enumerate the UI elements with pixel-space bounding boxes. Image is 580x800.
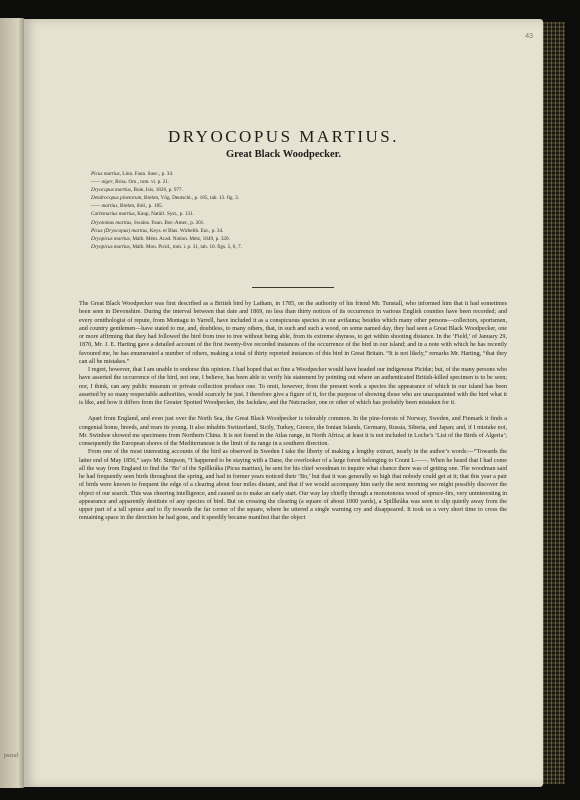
book-page xyxy=(24,19,543,787)
synonym-line xyxy=(91,210,491,218)
synonym-line xyxy=(91,194,491,202)
synonym-line xyxy=(91,178,491,186)
synonym-line xyxy=(91,170,491,178)
body-paragraph: Apart from England, and even just over the North Sea, the Great Black Woodpecker is tolerably common. In the pine-forests of Norway, Sweden, and Finmark it finds a congenial home, breeds, and rears its young. It also inhabits Switzerland, Sicily, Turkey, Greece, the Ionian Islands, Germany, Russia, Siberia, and Japan; and, if I mistake not, Mr. Swinhoe showed me specimens from Northern China. It is not found in the Atlas range, in North Africa; at least it is not included in Loche’s ‘List of the Birds of Algeria’; consequently the European shores of the Mediterranean is the limit of its range in a southern direction. xyxy=(79,416,507,447)
synonym-reference: , Brehm, ibid., p. 185. xyxy=(117,203,163,210)
body-paragraph: The Great Black Woodpecker was first described as a British bird by Latham, in 1785, on the authority of his friend Mr. Tunstall, who informed him that it had sometimes been seen in Devonshire. During the interval between that date and 1869, no less than thirty notices of its occurrence in various English counties have been recorded; and every ornithologist of repute, from Montagu to Yarrell, have included it as a conspicuous species in our avifauna; besides which many other persons—collectors, sportsmen, and country gentlemen—have stated to me, and, doubtless, to many others, that, in such and such a wood, on some named day, they had seen a Great Black Woodpecker, one or more affirming that they had followed the bird from tree to tree without being able, from its extreme shyness, to get within shooting distance. In the ‘Field,’ of January 29, 1870, Mr. J. E. Harting gave a detailed account of the first twenty-five recorded instances of the occurrence of the bird in our island; and in a note with which he has recently favoured me, he has enumerated a number of others, making a total of thirty reported instances of this bird in Great Britain. “It is not likely,” remarks Mr. Harting, “that they can all be mistakes.” xyxy=(79,301,507,365)
synonym-reference: , Briss. Orn., tom. vi. p. 21. xyxy=(112,179,170,186)
page-number: 43 xyxy=(525,33,533,40)
synonym-reference: , Kaup, Natürl. Syst., p. 131. xyxy=(134,211,195,218)
synonym-name: Dryopicus martius xyxy=(91,243,130,250)
synonym-name: —— martius xyxy=(91,203,118,210)
body-paragraph: From one of the most interesting accounts of the bird as observed in Sweden I take the liberty of making a lengthy extract, nearly in the author’s words:—“Towards the latter end of May 1856,” says Mr. Simpson, “I happened to be staying with a Dane, the overlooker of a large forest belonging to Count L——. When he heard that I had come all the way from England to find the ‘Bo’ of the Spillkråka (Picus martius), he sent for his chief woodman to inquire what chance there was of getting one. The woodman said he had frequently seen birds throughout the spring, and had in former years noticed their ‘Bo,’ but that it was generally so high that nobody could get at it; that this year a pair of birds were known to frequent the edge of a clearing about four miles distant, and that if we would accompany him early the next morning we might possibly discover the object of our search. This was cheering intelligence, and caused us to make an early start. Our way lay chiefly through a monotonous wood of spruce-firs, very uninteresting in appearance and apparently destitute of any species of bird. But on crossing the clearing (a square of about 1000 yards), a Spillkråka was seen to slip quietly away from the upper part of a tall spruce and to fly towards the far corner of the square, where he uttered a single warning cry and disappeared. It took us a very short time to cross the remaining space in the direction he had gone, and it speedily became manifest that the object xyxy=(79,449,507,522)
left-page-mark: pseud xyxy=(4,753,18,759)
body-paragraph: I regret, however, that I am unable to endorse this opinion. I had hoped that so fine a Woodpecker would have headed our indigenous Picidæ; but, of the many persons who have asserted the occurrence of the bird, not one, I believe, has been able to verify his statement by pointing out where an authenticated British-killed specimen is to be seen; nor, I think, can any public museum or private collection produce one. To omit, however, from the present work a species the appearance of which in our island has been asserted by so many respectable authorities, would scarcely be just. I therefore give a figure of it, for the purpose of showing those who are unacquainted with the bird what it is like, and how it differs from the Greater Spotted Woodpecker, the Jackdaw, and the Nutcracker, one or other of which has probably been mistaken for it. xyxy=(79,367,507,406)
synonym-line xyxy=(91,186,491,194)
synonym-line xyxy=(91,243,491,251)
synonym-name: —— niger xyxy=(91,179,113,186)
body-text xyxy=(79,300,507,523)
synonym-name: Picus martius xyxy=(91,171,120,177)
synonym-reference: , Linn. Faun. Suec., p. 34. xyxy=(119,171,174,177)
synonym-name: Dryocopus martius xyxy=(91,187,131,194)
synonym-name: Dryopicus martius xyxy=(91,235,130,242)
common-name-subtitle: Great Black Woodpecker. xyxy=(225,149,342,160)
synonymy-list xyxy=(91,170,491,251)
synonym-line xyxy=(91,227,491,235)
synonym-reference: , Malh. Mon. Picid., tom. i. p. 31, tab. 10. figs. 5, 6, 7. xyxy=(129,243,242,250)
synonym-name: Dendrocopus pinetorum xyxy=(91,195,142,202)
species-title: DRYOCOPUS MARTIUS. xyxy=(167,127,400,146)
synonym-reference: , Keys. et Blas. Wirbelth. Eur., p. 34. xyxy=(147,227,224,234)
synonym-line xyxy=(91,202,491,210)
divider-rule xyxy=(252,287,334,288)
synonym-reference: , Boie, Isis, 1826, p. 977. xyxy=(130,187,183,194)
synonym-name: Dryotomus martius xyxy=(91,219,132,226)
book-edge xyxy=(543,22,565,784)
synonym-line xyxy=(91,219,491,227)
synonym-name: Carbonarius martius xyxy=(91,211,135,218)
synonym-reference: , Swains. Faun. Bor.-Amer., p. 301. xyxy=(131,219,205,226)
synonym-reference: , Malh. Mém. Acad. Nation. Metz, 1849, p. 320. xyxy=(129,235,230,242)
synonym-line xyxy=(91,235,491,243)
synonym-reference: , Brehm, Vög. Deutschl., p. 185, tab. 13. fig. 3. xyxy=(141,195,239,202)
synonym-name: Picus (Dryocopus) martius xyxy=(91,227,148,234)
left-page-edge xyxy=(0,18,26,788)
